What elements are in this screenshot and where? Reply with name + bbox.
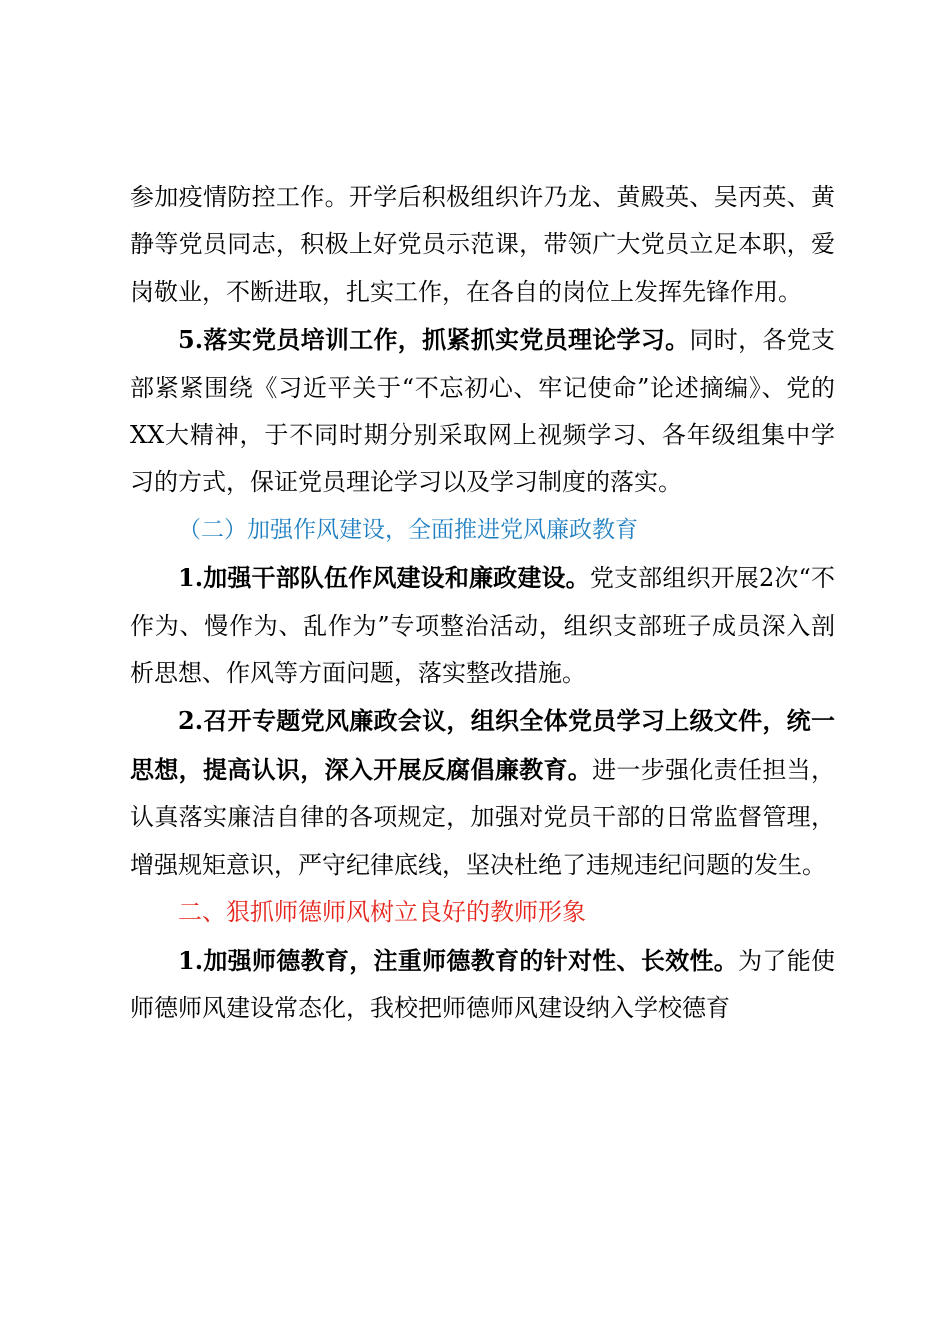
paragraph-lead-text: 2.召开专题党风廉政会议，组织全体党员学习上级文件，统一思想，提高认识，深入开展反腐倡廉教育。: [130, 706, 835, 784]
paragraph-lead-text: 1.加强师德教育，注重师德教育的针对性、长效性。: [178, 945, 739, 975]
section-heading-teacher-ethics: 二、狠抓师德师风树立良好的教师形象: [178, 898, 586, 927]
paragraph-lead-text: 5.落实党员培训工作，抓紧抓实党员理论学习。: [178, 325, 690, 355]
paragraph-text: 参加疫情防控工作。开学后积极组织许乃龙、黄殿英、吴丙英、黄静等党员同志，积极上好党员示范课，带领广大党员立足本职，爱岗敬业，不断进取，扎实工作，在各自的岗位上发挥先锋作用。: [130, 183, 835, 306]
paragraph-body-text: 为了能使师德师风建设常态化，我校把师德师风建设纳入学校德育: [130, 946, 835, 1022]
section-heading-work-style: （二）加强作风建设，全面推进党风廉政教育: [178, 516, 638, 543]
paragraph-epidemic-work: [130, 174, 835, 316]
paragraph-cadre-style: [130, 554, 835, 697]
paragraph-lead-text: 1.加强干部队伍作风建设和廉政建设。: [178, 563, 590, 593]
document-page: [130, 174, 835, 1032]
paragraph-body-text: 同时，各党支部紧紧围绕《习近平关于“不忘初心、牢记使命”论述摘编》、党的XX大精神，于不同时期分别采取网上视频学习、各年级组集中学习的方式，保证党员理论学习以及学习制度的落实。: [130, 326, 835, 497]
paragraph-party-training: [130, 316, 835, 507]
paragraph-body-text: 党支部组织开展2次“不作为、慢作为、乱作为”专项整治活动，组织支部班子成员深入剖析思想、作风等方面问题，落实整改措施。: [130, 564, 835, 688]
paragraph-body-text: 进一步强化责任担当，认真落实廉洁自律的各项规定，加强对党员干部的日常监督管理，增强规矩意识，严守纪律底线，坚决杜绝了违规违纪问题的发生。: [130, 755, 836, 879]
paragraph-ethics-education: [130, 937, 835, 1033]
paragraph-integrity-meeting: [130, 697, 835, 889]
